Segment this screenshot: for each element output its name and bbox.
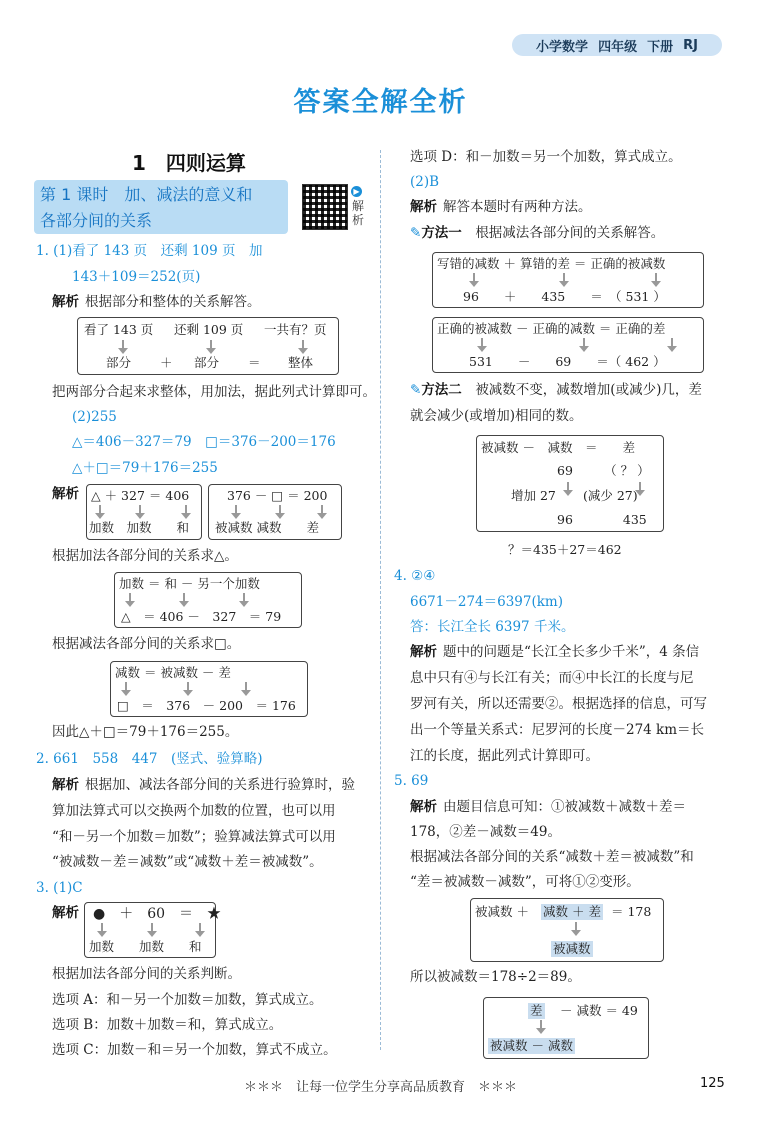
arrow-down-icon [181, 505, 191, 519]
q5-exp-line2: 178，②差－减数＝49。 [410, 824, 561, 840]
arrow-down-icon [469, 273, 479, 287]
q1b-eq2: △＋□＝79＋176＝255 [72, 460, 218, 476]
diagram-text: △ ＝ 406 － 327 ＝ 79 [121, 609, 282, 624]
method-one-tag: 方法一 [421, 225, 462, 241]
diagram-method2 [476, 435, 664, 532]
diagram-addend [114, 572, 302, 628]
diagram-subtrahend [110, 661, 308, 717]
analysis-tag: 解析 [52, 777, 79, 793]
diagram-text: 被减数 － 减数 ＝ 差 [481, 440, 635, 455]
arrow-down-icon [635, 482, 645, 496]
diagram-method1b [432, 317, 704, 373]
arrow-down-icon [135, 505, 145, 519]
diagram-text: ＋ [160, 355, 173, 370]
q1-equation: 143＋109＝252(页) [72, 269, 201, 285]
method-two-equation: ？＝435＋27＝462 [508, 542, 622, 557]
diagram-addition [86, 484, 202, 540]
q4-exp-line5: 江的长度，据此列式计算即可。 [410, 748, 599, 764]
diagram-method1a [432, 252, 704, 308]
arrow-down-icon [275, 505, 285, 519]
diagram-text: 96 ＋ 435 ＝ （ 531 ） [463, 289, 666, 304]
arrow-down-icon [179, 593, 189, 607]
diagram-part-whole [77, 317, 339, 375]
diagram-text: 加数 加数 和 [89, 939, 202, 954]
diagram-text: 加数 ＝ 和 － 另一个加数 [119, 576, 260, 591]
arrow-down-icon [563, 482, 573, 496]
arrow-down-icon [317, 505, 327, 519]
diagram-text: 376 － □ ＝ 200 [227, 488, 328, 503]
diagram-subtraction [208, 484, 342, 540]
diagram-text: □ ＝ 376 － 200 ＝ 176 [117, 698, 296, 713]
arrow-down-icon [118, 340, 128, 354]
diagram-text: (减少 27) [583, 488, 638, 503]
arrow-down-icon [241, 682, 251, 696]
q3-option-b: 选项 B：加数＋加数＝和，算式成立。 [52, 1017, 283, 1033]
analysis-tag: 解析 [52, 486, 79, 502]
edition-label: RJ [683, 37, 698, 53]
arrow-down-icon [206, 340, 216, 354]
grade-label: 四年级 [598, 39, 638, 55]
q1-answer: 1. (1)看了 143 页 还剩 109 页 加 [36, 243, 263, 259]
diagram-text: △ ＋ 327 ＝ 406 [91, 488, 190, 503]
analysis-tag: 解析 [410, 199, 437, 215]
volume-label: 下册 [647, 39, 674, 55]
diagram-text: 96 435 [557, 512, 647, 527]
q1b-text2: 根据减法各部分间的关系求□。 [52, 636, 241, 652]
q5-exp-line4: “差＝被减数－减数”，可将①②变形。 [410, 874, 640, 890]
q1b-text1: 根据加法各部分间的关系求△。 [52, 548, 238, 564]
q1-explanation: 根据部分和整体的关系解答。 [85, 294, 261, 310]
diagram-q5b [483, 997, 649, 1059]
diagram-symbols [84, 902, 222, 958]
diagram-text: 部分 [194, 355, 220, 370]
q3b-explanation: 解答本题时有两种方法。 [443, 199, 592, 215]
q5-exp-line1: 由题目信息可知：①被减数＋减数＋差＝ [443, 799, 686, 815]
diagram-text: 减数 ＝ 被减数 － 差 [115, 665, 231, 680]
diagram-text: 69 （ ？ ） [557, 463, 650, 478]
diagram-text: 看了 143 页 [84, 322, 154, 337]
diagram-text: 531 － 69 ＝（ 462 ） [469, 354, 666, 369]
arrow-down-icon [231, 505, 241, 519]
q2-exp-line1: 根据加、减法各部分间的关系进行验算时，验 [85, 777, 355, 793]
arrow-down-icon [95, 505, 105, 519]
q3-text1: 根据加法各部分间的关系判断。 [52, 966, 241, 982]
q3-option-a: 选项 A：和－另一个加数＝加数，算式成立。 [52, 992, 323, 1008]
q4-answer: 4. ②④ [394, 568, 436, 584]
q4-equation: 6671－274＝6397(km) [410, 594, 563, 610]
arrow-down-icon [125, 593, 135, 607]
q3-option-d: 选项 D：和－加数＝另一个加数，算式成立。 [410, 149, 682, 165]
diagram-text: 写错的减数 ＋ 算错的差 ＝ 正确的被减数 [437, 256, 666, 271]
analysis-tag: 解析 [410, 644, 437, 660]
diagram-text: 被减数 ＋ [475, 904, 529, 919]
diagram-text: 加数 加数 和 [89, 520, 190, 535]
arrow-down-icon [571, 922, 581, 936]
play-icon[interactable]: ▶ [351, 186, 362, 197]
diagram-text: 被减数 减数 差 [215, 520, 319, 535]
diagram-text: － 减数 ＝ 49 [560, 1003, 638, 1018]
method-two-tag: 方法二 [421, 382, 462, 398]
diagram-text: ● ＋ 60 ＝ ★ [93, 906, 222, 922]
arrow-down-icon [239, 593, 249, 607]
arrow-down-icon [121, 682, 131, 696]
book-info-badge [512, 34, 722, 56]
page-title: 答案全解全析 [293, 87, 468, 118]
arrow-down-icon [298, 340, 308, 354]
arrow-down-icon [147, 923, 157, 937]
analysis-tag: 解析 [52, 294, 79, 310]
analysis-tag: 解析 [52, 905, 79, 921]
diagram-text: 被减数 － 减数 [490, 1038, 573, 1053]
arrow-down-icon [477, 338, 487, 352]
qr-label: 解析 [352, 199, 365, 227]
diagram-text: ＝ [248, 355, 261, 370]
method-one-text: 根据减法各部分间的关系解答。 [475, 225, 665, 241]
page-number: 125 [700, 1076, 725, 1091]
q1b-answer: (2)255 [72, 409, 117, 425]
q1b-text3: 因此△＋□＝79＋176＝255。 [52, 724, 239, 740]
q4-exp-line2: 息中只有④与长江有关；而④中长江的长度与尼 [410, 670, 694, 686]
q2-exp-line3: “和－另一个加数＝加数”；验算减法算式可以用 [52, 829, 336, 845]
method-two-line1: 被减数不变，减数增加(或减少)几，差 [475, 382, 702, 398]
diagram-text: 整体 [288, 355, 314, 370]
pencil-icon: ✎ [410, 225, 422, 241]
q4-final: 答：长江全长 6397 千米。 [410, 619, 575, 635]
q4-exp-line4: 出一个等量关系式：尼罗河的长度－274 km＝长 [410, 722, 705, 738]
lesson-title [40, 182, 252, 234]
q1-note: 把两部分合起来求整体，用加法，据此列式计算即可。 [52, 384, 376, 400]
q3-answer: 3. (1)C [36, 880, 83, 896]
q2-exp-line4: “被减数－差＝减数”或“减数＋差＝被减数”。 [52, 854, 323, 870]
diagram-text: 一共有？页 [264, 322, 327, 337]
diagram-text: 部分 [106, 355, 132, 370]
arrow-down-icon [97, 923, 107, 937]
method-two-line2: 就会减少(或增加)相同的数。 [410, 408, 583, 424]
diagram-text: 被减数 [553, 941, 591, 956]
arrow-down-icon [536, 1020, 546, 1034]
q5-exp-line5: 所以被减数＝178÷2＝89。 [410, 969, 581, 985]
footer-slogan: ＊＊＊ 让每一位学生分享高品质教育 ＊＊＊ [243, 1080, 517, 1095]
diagram-text: 还剩 109 页 [174, 322, 244, 337]
q4-exp-line3: 罗河有关，所以还需要②。根据选择的信息，可写 [410, 696, 707, 712]
subject-label: 小学数学 [536, 39, 589, 55]
q2-answer: 2. 661 558 447 (竖式、验算略) [36, 751, 263, 767]
arrow-down-icon [667, 338, 677, 352]
lesson-title-line1: 第 1 课时 加、减法的意义和 [40, 185, 253, 204]
pencil-icon: ✎ [410, 382, 422, 398]
arrow-down-icon [559, 273, 569, 287]
arrow-down-icon [195, 923, 205, 937]
arrow-down-icon [183, 682, 193, 696]
q4-exp-line1: 题中的问题是“长江全长多少千米”，4 条信 [443, 644, 700, 660]
arrow-down-icon [579, 338, 589, 352]
diagram-text: 差 [530, 1003, 543, 1018]
column-divider [380, 150, 381, 1050]
diagram-text: 正确的被减数 － 正确的减数 ＝ 正确的差 [437, 321, 666, 336]
diagram-q5a [470, 898, 664, 962]
analysis-tag: 解析 [410, 799, 437, 815]
diagram-text: ＝ 178 [611, 904, 652, 919]
diagram-text: 增加 27 [511, 488, 556, 503]
arrow-down-icon [651, 273, 661, 287]
qr-code[interactable] [302, 184, 348, 230]
q5-answer: 5. 69 [394, 773, 429, 789]
q2-exp-line2: 算加法算式可以交换两个加数的位置，也可以用 [52, 803, 336, 819]
q3-option-c: 选项 C：加数－和＝另一个加数，算式不成立。 [52, 1042, 337, 1058]
chapter-title: 1 四则运算 [132, 151, 246, 175]
q5-exp-line3: 根据减法各部分间的关系“减数＋差＝被减数”和 [410, 849, 694, 865]
lesson-title-line2: 各部分间的关系 [40, 211, 153, 230]
q1b-eq1: △＝406－327＝79 □＝376－200＝176 [72, 434, 336, 450]
diagram-text: 减数 ＋ 差 [543, 904, 601, 919]
q3b-answer: (2)B [410, 174, 440, 190]
